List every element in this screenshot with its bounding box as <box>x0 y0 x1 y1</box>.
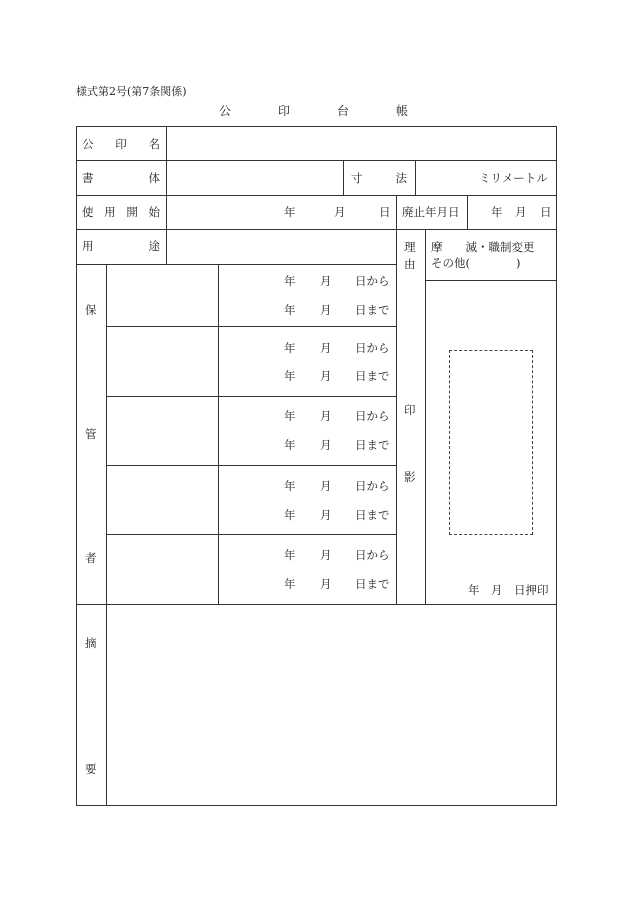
abolish-day: 日 <box>540 205 552 219</box>
custodian-label-char: 者 <box>85 551 97 565</box>
title-char: 印 <box>278 104 291 118</box>
use-start-day: 日 <box>379 205 391 219</box>
from-month: 月 <box>320 341 332 355</box>
until-year: 年 <box>284 369 296 383</box>
until-month: 月 <box>320 508 332 522</box>
size-unit: ミリメートル <box>479 171 548 185</box>
typeface-label: 書 体 <box>82 171 160 185</box>
from-day: 日から <box>355 479 390 493</box>
title-char: 台 <box>337 104 350 118</box>
abolish-month: 月 <box>515 205 527 219</box>
title-char: 公 <box>219 104 232 118</box>
until-month: 月 <box>320 438 332 452</box>
until-day: 日まで <box>355 508 390 522</box>
until-year: 年 <box>284 438 296 452</box>
until-day: 日まで <box>355 438 390 452</box>
purpose-label: 用 途 <box>82 239 160 253</box>
stamp-date: 年 月 日押印 <box>468 583 549 597</box>
reason-label-char: 理 <box>404 240 416 254</box>
from-month: 月 <box>320 274 332 288</box>
reason-label-char: 由 <box>404 257 416 271</box>
reason-option-line1: 摩 滅・職制変更 <box>431 240 535 254</box>
from-year: 年 <box>284 548 296 562</box>
from-year: 年 <box>284 341 296 355</box>
from-month: 月 <box>320 548 332 562</box>
until-year: 年 <box>284 303 296 317</box>
custodian-label-char: 管 <box>85 427 97 441</box>
from-day: 日から <box>355 341 390 355</box>
use-start-year: 年 <box>284 205 296 219</box>
from-month: 月 <box>320 409 332 423</box>
summary-label-char: 摘 <box>85 636 97 650</box>
form-number: 様式第2号(第7条関係) <box>76 85 187 98</box>
until-day: 日まで <box>355 303 390 317</box>
seal-impression-box[interactable] <box>449 350 533 535</box>
until-day: 日まで <box>355 577 390 591</box>
reason-option-line2: その他( ) <box>431 256 521 270</box>
seal-name-label: 公 印 名 <box>82 137 160 151</box>
until-month: 月 <box>320 303 332 317</box>
size-label: 寸 法 <box>351 171 407 185</box>
title-char: 帳 <box>396 104 409 118</box>
from-day: 日から <box>355 274 390 288</box>
from-day: 日から <box>355 548 390 562</box>
until-year: 年 <box>284 508 296 522</box>
from-year: 年 <box>284 409 296 423</box>
until-day: 日まで <box>355 369 390 383</box>
abolish-date-label: 廃止年月日 <box>402 205 460 219</box>
until-month: 月 <box>320 369 332 383</box>
from-year: 年 <box>284 479 296 493</box>
use-start-month: 月 <box>334 205 346 219</box>
summary-label-char: 要 <box>85 762 97 776</box>
until-month: 月 <box>320 577 332 591</box>
from-day: 日から <box>355 409 390 423</box>
imprint-label-char: 印 <box>404 403 416 417</box>
use-start-label: 使 用 開 始 <box>82 205 160 219</box>
custodian-label-char: 保 <box>85 303 97 317</box>
from-month: 月 <box>320 479 332 493</box>
from-year: 年 <box>284 274 296 288</box>
abolish-year: 年 <box>491 205 503 219</box>
until-year: 年 <box>284 577 296 591</box>
imprint-label-char: 影 <box>404 470 416 484</box>
